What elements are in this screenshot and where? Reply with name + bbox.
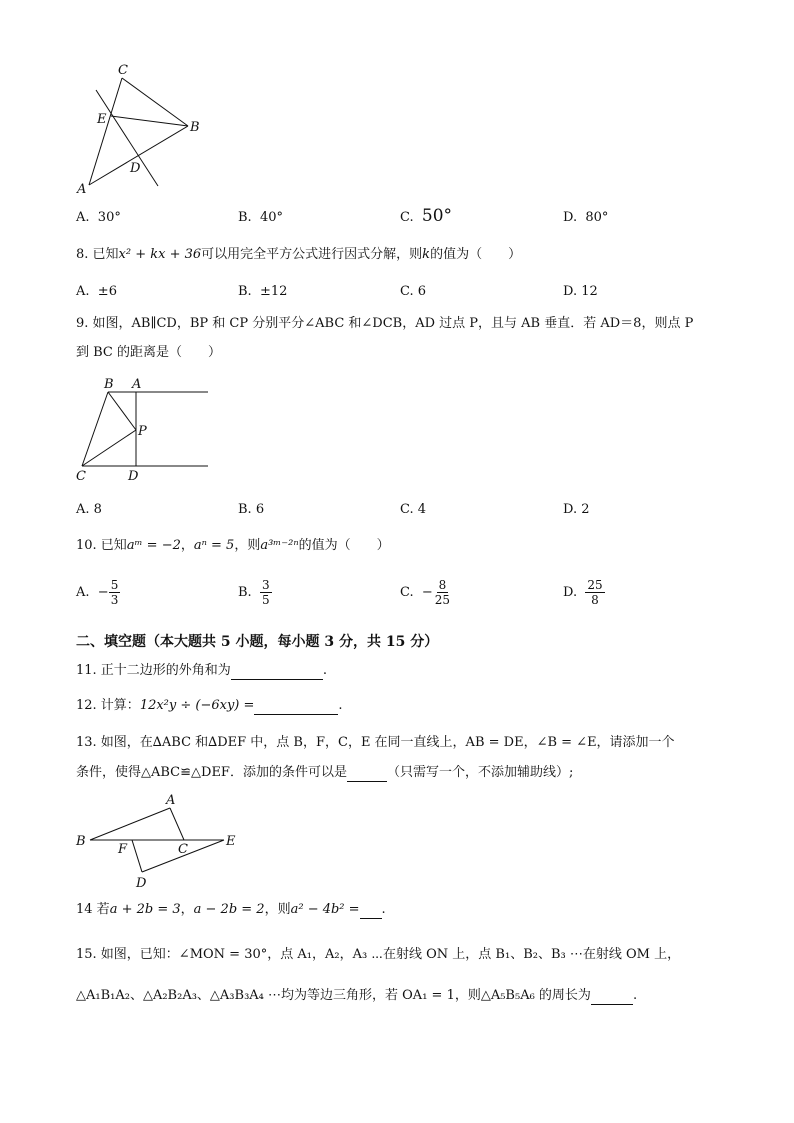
answer-blank[interactable]	[360, 904, 382, 919]
question-15-line-1: 15. 如图，已知：∠MON = 30°，点 A₁，A₂，A₃ ⋯在射线 ON 上，点 B₁、B₂、B₃ ⋯在射线 OM 上，	[76, 947, 681, 962]
question-14: 14 若a + 2b = 3，a − 2b = 2，则a² − 4b² = .	[76, 902, 386, 917]
q7-option-a: A. 30°	[76, 210, 121, 225]
label-e: E	[226, 834, 236, 849]
q8-option-c: C. 6	[400, 284, 427, 299]
question-11: 11. 正十二边形的外角和为 .	[76, 663, 327, 678]
answer-blank[interactable]	[254, 700, 338, 715]
q10-option-a: A. − $\frac{5}{3}$	[76, 578, 119, 607]
label-b: B	[76, 834, 86, 849]
triangle-figure-q7	[74, 60, 214, 195]
label-p: P	[138, 424, 147, 439]
label-d: D	[130, 161, 141, 176]
q8-option-b: B. ±12	[238, 284, 288, 299]
label-c: C	[76, 469, 86, 484]
label-f: F	[118, 842, 128, 857]
label-d: D	[136, 876, 147, 890]
question-12: 12. 计算：12x²y ÷ (−6xy) = .	[76, 698, 343, 713]
label-a: A	[166, 793, 176, 808]
label-b: B	[104, 377, 114, 392]
label-a: A	[77, 182, 87, 195]
q9-option-a: A. 8	[76, 502, 102, 517]
segment-ac	[170, 808, 184, 840]
segment-bc	[82, 392, 108, 466]
segment-ba	[90, 808, 170, 840]
answer-blank[interactable]	[231, 665, 323, 680]
question-9-line-1: 9. 如图，AB∥CD，BP 和 CP 分别平分∠ABC 和∠DCB，AD 过点 P，且与 AB 垂直．若 AD＝8，则点 P	[76, 316, 694, 331]
q7-option-c: C. 50°	[400, 206, 453, 226]
q8-option-d: D. 12	[563, 284, 598, 299]
question-13-line-1: 13. 如图，在∆ABC 和∆DEF 中，点 B，F，C，E 在同一直线上，AB = DE，∠B = ∠E，请添加一个	[76, 735, 675, 750]
q8-option-a: A. ±6	[76, 284, 117, 299]
fraction: $\frac{5}{3}$	[110, 578, 119, 607]
segment-bp	[108, 392, 136, 430]
question-9-line-2: 到 BC 的距离是（ ）	[76, 345, 222, 360]
question-13-line-2: 条件，使得△ABC≌△DEF．添加的条件可以是 （只需写一个，不添加辅助线）;	[76, 765, 574, 780]
q7-option-b: B. 40°	[238, 210, 283, 225]
fraction: $\frac{8}{25}$	[434, 578, 451, 607]
question-10: 10. 已知aᵐ = −2，aⁿ = 5，则a³ᵐ⁻²ⁿ的值为（ ）	[76, 538, 390, 553]
q9-option-b: B. 6	[238, 502, 265, 517]
segment-cp	[82, 430, 136, 466]
label-c: C	[118, 63, 128, 78]
segment-ca	[89, 78, 122, 185]
fraction: $\frac{25}{8}$	[587, 578, 603, 607]
q9-option-d: D. 2	[563, 502, 590, 517]
label-a: A	[132, 377, 142, 392]
answer-blank[interactable]	[591, 990, 633, 1005]
segment-fd	[132, 840, 142, 872]
question-8: 8. 已知x² + kx + 36可以用完全平方公式进行因式分解，则k的值为（ ）	[76, 247, 522, 262]
perpendicular-bisector-line	[96, 90, 158, 186]
section-title: 二、填空题（本大题共 5 小题，每小题 3 分，共 15 分）	[76, 634, 439, 650]
q9-option-c: C. 4	[400, 502, 427, 517]
label-e: E	[97, 112, 107, 127]
q10-option-b: B. $\frac{3}{5}$	[238, 578, 270, 607]
question-15-line-2: △A₁B₁A₂、△A₂B₂A₃、△A₃B₃A₄ ⋯均为等边三角形，若 OA₁ = 1，则△A₅B₅A₆ 的周长为 .	[76, 988, 638, 1003]
q7-option-d: D. 80°	[563, 210, 609, 225]
label-b: B	[190, 120, 200, 135]
label-d: D	[128, 469, 139, 484]
congruent-triangles-figure-q13	[74, 790, 244, 890]
fraction: $\frac{3}{5}$	[261, 578, 270, 607]
q10-option-d: D. $\frac{25}{8}$	[563, 578, 603, 607]
answer-blank[interactable]	[347, 767, 387, 782]
q10-option-c: C. − $\frac{8}{25}$	[400, 578, 451, 607]
parallel-lines-figure-q9	[72, 374, 212, 486]
label-c: C	[178, 842, 188, 857]
